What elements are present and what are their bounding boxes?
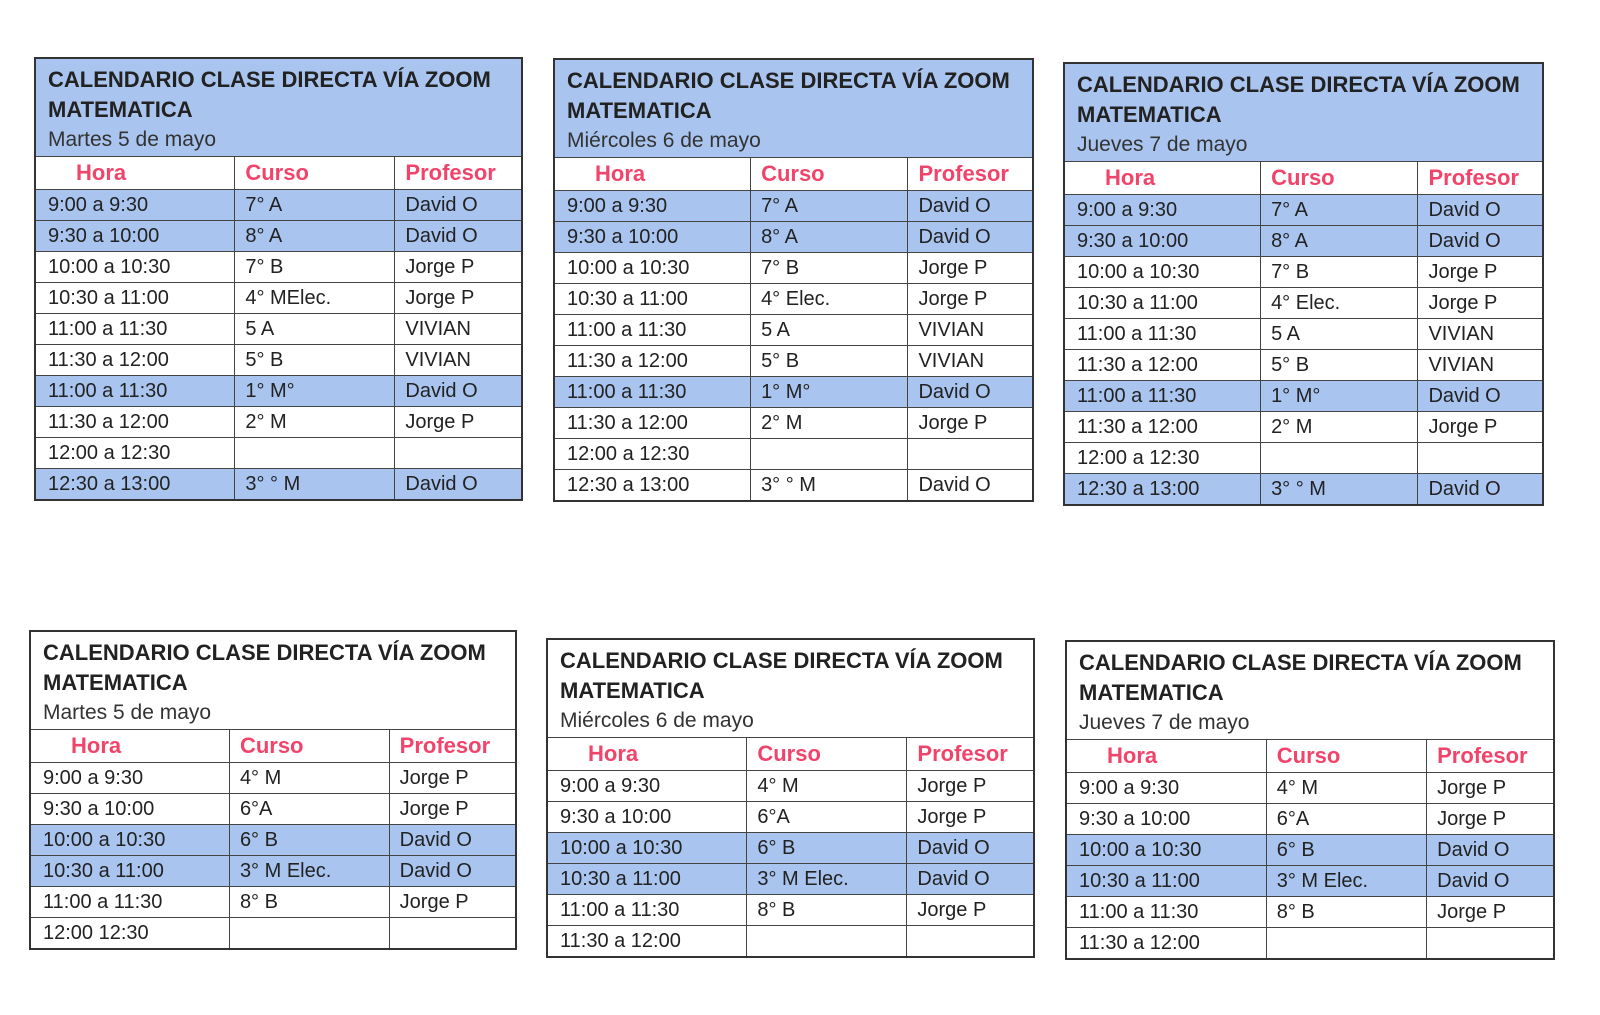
teacher-cell: Jorge P bbox=[908, 408, 1032, 439]
course-cell: 5 A bbox=[1261, 319, 1418, 350]
teacher-cell bbox=[389, 918, 515, 949]
course-cell: 6°A bbox=[229, 794, 389, 825]
table-row bbox=[548, 926, 1033, 957]
teacher-cell: Jorge P bbox=[395, 407, 521, 438]
teacher-cell: VIVIAN bbox=[395, 345, 521, 376]
card-header bbox=[31, 632, 515, 730]
card-date: Miércoles 6 de mayo bbox=[560, 709, 754, 732]
table-header-row bbox=[36, 157, 521, 190]
table-row bbox=[555, 191, 1032, 222]
schedule-table bbox=[31, 730, 515, 948]
time-cell: 10:30 a 11:00 bbox=[1067, 866, 1266, 897]
card-title: CALENDARIO CLASE DIRECTA VÍA ZOOM bbox=[560, 648, 1003, 673]
teacher-cell: David O bbox=[918, 473, 991, 496]
table-row bbox=[31, 918, 515, 949]
teacher-cell: VIVIAN bbox=[1418, 350, 1542, 381]
column-header-hora: Hora bbox=[548, 738, 747, 771]
table-row bbox=[1065, 350, 1542, 381]
teacher-cell: Jorge P bbox=[1418, 257, 1542, 288]
column-header-curso: Curso bbox=[229, 730, 389, 763]
schedule-card-miercoles bbox=[553, 58, 1034, 502]
time-cell: 11:30 a 12:00 bbox=[1065, 412, 1261, 443]
column-header-profesor: Profesor bbox=[395, 157, 521, 190]
time-cell: 11:30 a 12:00 bbox=[555, 408, 751, 439]
table-row bbox=[548, 771, 1033, 802]
course-cell: 1° M° bbox=[235, 376, 395, 407]
card-title: CALENDARIO CLASE DIRECTA VÍA ZOOM bbox=[48, 67, 491, 92]
table-row bbox=[1067, 804, 1553, 835]
table-row bbox=[1067, 773, 1553, 804]
teacher-cell: David O bbox=[395, 376, 521, 407]
card-subject: MATEMATICA bbox=[48, 97, 193, 122]
teacher-cell: Jorge P bbox=[907, 771, 1033, 802]
teacher-cell: VIVIAN bbox=[395, 314, 521, 345]
table-row bbox=[1065, 226, 1542, 257]
table-row bbox=[36, 469, 521, 500]
teacher-cell: David O bbox=[908, 377, 1032, 408]
card-title: CALENDARIO CLASE DIRECTA VÍA ZOOM bbox=[567, 68, 1010, 93]
table-row bbox=[36, 314, 521, 345]
time-cell: 9:00 a 9:30 bbox=[548, 771, 747, 802]
schedule-card-jueves bbox=[1063, 62, 1544, 506]
time-cell: 11:30 a 12:00 bbox=[36, 407, 235, 438]
teacher-cell: Jorge P bbox=[395, 283, 521, 314]
table-row bbox=[555, 315, 1032, 346]
table-row bbox=[555, 284, 1032, 315]
time-cell: 11:00 a 11:30 bbox=[36, 314, 235, 345]
table-row bbox=[1067, 928, 1553, 959]
schedule-card-miercoles-2 bbox=[546, 638, 1035, 958]
table-row bbox=[31, 763, 515, 794]
course-cell: 8° A bbox=[751, 222, 908, 253]
course-cell: 7° B bbox=[235, 252, 395, 283]
table-row bbox=[1065, 412, 1542, 443]
course-cell: 3° M Elec. bbox=[229, 856, 389, 887]
card-subject: MATEMATICA bbox=[1077, 102, 1222, 127]
column-header-curso: Curso bbox=[235, 157, 395, 190]
card-date: Martes 5 de mayo bbox=[48, 128, 217, 151]
teacher-cell: Jorge P bbox=[908, 253, 1032, 284]
card-header bbox=[548, 640, 1033, 738]
card-date: Miércoles 6 de mayo bbox=[567, 129, 761, 152]
time-cell: 11:00 a 11:30 bbox=[31, 887, 229, 918]
course-cell: 7° B bbox=[1261, 257, 1418, 288]
course-cell bbox=[751, 439, 908, 470]
schedule-card-martes bbox=[34, 57, 523, 501]
time-cell: 11:30 a 12:00 bbox=[555, 346, 751, 377]
table-row bbox=[555, 470, 1032, 501]
course-cell bbox=[229, 918, 389, 949]
teacher-cell: David O bbox=[908, 222, 1032, 253]
course-cell: 8° A bbox=[235, 221, 395, 252]
time-cell: 9:30 a 10:00 bbox=[548, 802, 747, 833]
table-row bbox=[1065, 195, 1542, 226]
table-row bbox=[555, 222, 1032, 253]
table-row bbox=[555, 408, 1032, 439]
table-row bbox=[36, 345, 521, 376]
course-cell: 6° B bbox=[1266, 835, 1426, 866]
table-row bbox=[1065, 288, 1542, 319]
teacher-cell: David O bbox=[1418, 226, 1542, 257]
column-header-hora: Hora bbox=[555, 158, 751, 191]
course-cell: 4° Elec. bbox=[751, 284, 908, 315]
table-row bbox=[36, 283, 521, 314]
column-header-curso: Curso bbox=[747, 738, 907, 771]
time-cell: 12:00 a 12:30 bbox=[36, 438, 235, 469]
course-cell: 1° M° bbox=[1261, 381, 1418, 412]
table-row bbox=[36, 376, 521, 407]
course-cell: 1° M° bbox=[751, 377, 908, 408]
table-row bbox=[36, 407, 521, 438]
time-cell: 9:30 a 10:00 bbox=[1067, 804, 1266, 835]
table-row bbox=[555, 346, 1032, 377]
card-title: CALENDARIO CLASE DIRECTA VÍA ZOOM bbox=[43, 640, 486, 665]
course-cell: 5° B bbox=[235, 345, 395, 376]
course-cell: 4° M bbox=[229, 763, 389, 794]
time-cell: 10:00 a 10:30 bbox=[36, 252, 235, 283]
course-cell bbox=[1266, 928, 1426, 959]
time-cell: 11:00 a 11:30 bbox=[555, 377, 751, 408]
time-cell: 12:00 a 12:30 bbox=[1065, 443, 1261, 474]
teacher-cell bbox=[1418, 443, 1542, 474]
time-cell: 12:30 a 13:00 bbox=[1065, 474, 1261, 505]
table-row bbox=[31, 794, 515, 825]
teacher-cell: David O bbox=[389, 856, 515, 887]
course-cell: 3° ° M bbox=[235, 469, 395, 500]
course-cell: 2° M bbox=[751, 408, 908, 439]
course-cell: 6°A bbox=[747, 802, 907, 833]
column-header-hora: Hora bbox=[1067, 740, 1266, 773]
column-header-profesor: Profesor bbox=[1418, 162, 1542, 195]
table-header-row bbox=[555, 158, 1032, 191]
teacher-cell bbox=[1427, 928, 1553, 959]
course-cell: 7° A bbox=[751, 191, 908, 222]
time-cell: 11:00 a 11:30 bbox=[1067, 897, 1266, 928]
time-cell: 10:00 a 10:30 bbox=[1065, 257, 1261, 288]
course-cell: 2° M bbox=[1261, 412, 1418, 443]
teacher-cell: VIVIAN bbox=[908, 315, 1032, 346]
teacher-cell: Jorge P bbox=[1418, 288, 1542, 319]
time-cell: 10:00 a 10:30 bbox=[548, 833, 747, 864]
table-header-row bbox=[1067, 740, 1553, 773]
card-title: CALENDARIO CLASE DIRECTA VÍA ZOOM bbox=[1077, 72, 1520, 97]
table-row bbox=[36, 221, 521, 252]
column-header-curso: Curso bbox=[1261, 162, 1418, 195]
card-title: CALENDARIO CLASE DIRECTA VÍA ZOOM bbox=[1079, 650, 1522, 675]
teacher-cell: David O bbox=[907, 833, 1033, 864]
time-cell: 12:00 a 12:30 bbox=[555, 439, 751, 470]
table-row bbox=[1065, 319, 1542, 350]
teacher-cell: Jorge P bbox=[1418, 412, 1542, 443]
teacher-cell: Jorge P bbox=[395, 252, 521, 283]
teacher-cell: David O bbox=[395, 469, 521, 500]
course-cell: 7° A bbox=[235, 190, 395, 221]
schedule-table bbox=[1065, 162, 1542, 504]
table-row bbox=[548, 895, 1033, 926]
card-header bbox=[1065, 64, 1542, 162]
time-cell: 10:00 a 10:30 bbox=[555, 253, 751, 284]
course-cell: 4° M bbox=[1266, 773, 1426, 804]
course-cell: 8° B bbox=[1266, 897, 1426, 928]
course-cell: 7° B bbox=[751, 253, 908, 284]
time-cell: 9:00 a 9:30 bbox=[31, 763, 229, 794]
course-cell: 3° ° M bbox=[1261, 474, 1418, 505]
table-row bbox=[31, 856, 515, 887]
time-cell: 11:30 a 12:00 bbox=[548, 926, 747, 957]
course-cell: 4° M bbox=[747, 771, 907, 802]
column-header-hora: Hora bbox=[31, 730, 229, 763]
course-cell: 8° B bbox=[229, 887, 389, 918]
teacher-cell: VIVIAN bbox=[1418, 319, 1542, 350]
column-header-hora: Hora bbox=[36, 157, 235, 190]
course-cell: 3° M Elec. bbox=[1266, 866, 1426, 897]
table-row bbox=[555, 439, 1032, 470]
teacher-cell: VIVIAN bbox=[908, 346, 1032, 377]
course-cell: 8° A bbox=[1261, 226, 1418, 257]
teacher-cell: David O bbox=[395, 190, 521, 221]
teacher-cell: Jorge P bbox=[1427, 804, 1553, 835]
table-row bbox=[555, 253, 1032, 284]
table-row bbox=[1065, 474, 1542, 505]
column-header-profesor: Profesor bbox=[908, 158, 1032, 191]
teacher-cell bbox=[907, 926, 1033, 957]
course-cell bbox=[1261, 443, 1418, 474]
time-cell: 11:30 a 12:00 bbox=[36, 345, 235, 376]
teacher-cell: Jorge P bbox=[1427, 897, 1553, 928]
table-header-row bbox=[548, 738, 1033, 771]
time-cell: 10:30 a 11:00 bbox=[36, 283, 235, 314]
card-date: Jueves 7 de mayo bbox=[1077, 133, 1248, 156]
card-date: Martes 5 de mayo bbox=[43, 701, 212, 724]
teacher-cell: David O bbox=[1427, 866, 1553, 897]
course-cell bbox=[747, 926, 907, 957]
time-cell: 9:30 a 10:00 bbox=[36, 221, 235, 252]
time-cell: 11:00 a 11:30 bbox=[1065, 319, 1261, 350]
table-header-row bbox=[31, 730, 515, 763]
time-cell: 9:30 a 10:00 bbox=[1065, 226, 1261, 257]
table-row bbox=[36, 252, 521, 283]
card-header bbox=[1067, 642, 1553, 740]
column-header-profesor: Profesor bbox=[907, 738, 1033, 771]
column-header-curso: Curso bbox=[751, 158, 908, 191]
teacher-cell: David O bbox=[389, 825, 515, 856]
time-cell: 9:30 a 10:00 bbox=[555, 222, 751, 253]
card-subject: MATEMATICA bbox=[1079, 680, 1224, 705]
time-cell: 12:30 a 13:00 bbox=[36, 469, 235, 500]
card-header bbox=[555, 60, 1032, 158]
course-cell: 3° ° M bbox=[751, 470, 908, 501]
time-cell: 11:30 a 12:00 bbox=[1067, 928, 1266, 959]
teacher-cell: Jorge P bbox=[907, 802, 1033, 833]
teacher-cell: Jorge P bbox=[389, 887, 515, 918]
course-cell: 4° MElec. bbox=[235, 283, 395, 314]
time-cell: 11:30 a 12:00 bbox=[1065, 350, 1261, 381]
schedule-table bbox=[548, 738, 1033, 956]
course-cell: 5 A bbox=[751, 315, 908, 346]
time-cell: 10:30 a 11:00 bbox=[555, 284, 751, 315]
teacher-cell: Jorge P bbox=[1427, 773, 1553, 804]
time-cell: 10:00 a 10:30 bbox=[1067, 835, 1266, 866]
course-cell: 5° B bbox=[751, 346, 908, 377]
teacher-cell: David O bbox=[1418, 474, 1542, 505]
table-row bbox=[31, 887, 515, 918]
table-row bbox=[36, 190, 521, 221]
time-cell: 11:00 a 11:30 bbox=[555, 315, 751, 346]
teacher-cell bbox=[908, 439, 1032, 470]
card-subject: MATEMATICA bbox=[43, 670, 188, 695]
time-cell: 10:30 a 11:00 bbox=[1065, 288, 1261, 319]
table-row bbox=[555, 377, 1032, 408]
course-cell bbox=[235, 438, 395, 469]
time-cell: 9:00 a 9:30 bbox=[1067, 773, 1266, 804]
table-row bbox=[1067, 866, 1553, 897]
card-date: Jueves 7 de mayo bbox=[1079, 711, 1250, 734]
schedule-table bbox=[1067, 740, 1553, 958]
time-cell: 11:00 a 11:30 bbox=[36, 376, 235, 407]
course-cell: 6° B bbox=[229, 825, 389, 856]
course-cell: 6°A bbox=[1266, 804, 1426, 835]
time-cell: 10:00 a 10:30 bbox=[31, 825, 229, 856]
table-row bbox=[1065, 381, 1542, 412]
teacher-cell: David O bbox=[1418, 381, 1542, 412]
course-cell: 5 A bbox=[235, 314, 395, 345]
time-cell: 12:00 12:30 bbox=[31, 918, 229, 949]
time-cell: 9:30 a 10:00 bbox=[31, 794, 229, 825]
card-subject: MATEMATICA bbox=[560, 678, 705, 703]
time-cell: 9:00 a 9:30 bbox=[36, 190, 235, 221]
card-header bbox=[36, 59, 521, 157]
table-row bbox=[36, 438, 521, 469]
time-cell: 10:30 a 11:00 bbox=[548, 864, 747, 895]
teacher-cell: David O bbox=[395, 221, 521, 252]
course-cell: 6° B bbox=[747, 833, 907, 864]
schedule-table bbox=[555, 158, 1032, 500]
teacher-cell: David O bbox=[1418, 195, 1542, 226]
course-cell: 2° M bbox=[235, 407, 395, 438]
time-cell: 11:00 a 11:30 bbox=[1065, 381, 1261, 412]
course-cell: 8° B bbox=[747, 895, 907, 926]
card-subject: MATEMATICA bbox=[567, 98, 712, 123]
time-cell: 9:00 a 9:30 bbox=[1065, 195, 1261, 226]
time-cell: 11:00 a 11:30 bbox=[548, 895, 747, 926]
teacher-cell: David O bbox=[907, 864, 1033, 895]
course-cell: 4° Elec. bbox=[1261, 288, 1418, 319]
table-row bbox=[1067, 897, 1553, 928]
column-header-profesor: Profesor bbox=[389, 730, 515, 763]
schedule-table bbox=[36, 157, 521, 499]
teacher-cell: Jorge P bbox=[907, 895, 1033, 926]
time-cell: 10:30 a 11:00 bbox=[31, 856, 229, 887]
teacher-cell bbox=[395, 438, 521, 469]
course-cell: 7° A bbox=[1261, 195, 1418, 226]
time-cell: 12:30 a 13:00 bbox=[555, 470, 751, 501]
table-row bbox=[548, 802, 1033, 833]
teacher-cell: David O bbox=[1427, 835, 1553, 866]
teacher-cell: Jorge P bbox=[389, 763, 515, 794]
table-row bbox=[1067, 835, 1553, 866]
teacher-cell: Jorge P bbox=[389, 794, 515, 825]
table-row bbox=[548, 833, 1033, 864]
teacher-cell: Jorge P bbox=[908, 284, 1032, 315]
column-header-profesor: Profesor bbox=[1427, 740, 1553, 773]
table-row bbox=[1065, 257, 1542, 288]
course-cell: 3° M Elec. bbox=[747, 864, 907, 895]
schedule-card-martes-2 bbox=[29, 630, 517, 950]
schedule-card-jueves-2 bbox=[1065, 640, 1555, 960]
table-row bbox=[548, 864, 1033, 895]
table-row bbox=[31, 825, 515, 856]
time-cell: 9:00 a 9:30 bbox=[555, 191, 751, 222]
course-cell: 5° B bbox=[1261, 350, 1418, 381]
column-header-curso: Curso bbox=[1266, 740, 1426, 773]
table-row bbox=[1065, 443, 1542, 474]
table-header-row bbox=[1065, 162, 1542, 195]
column-header-hora: Hora bbox=[1065, 162, 1261, 195]
teacher-cell: David O bbox=[908, 191, 1032, 222]
